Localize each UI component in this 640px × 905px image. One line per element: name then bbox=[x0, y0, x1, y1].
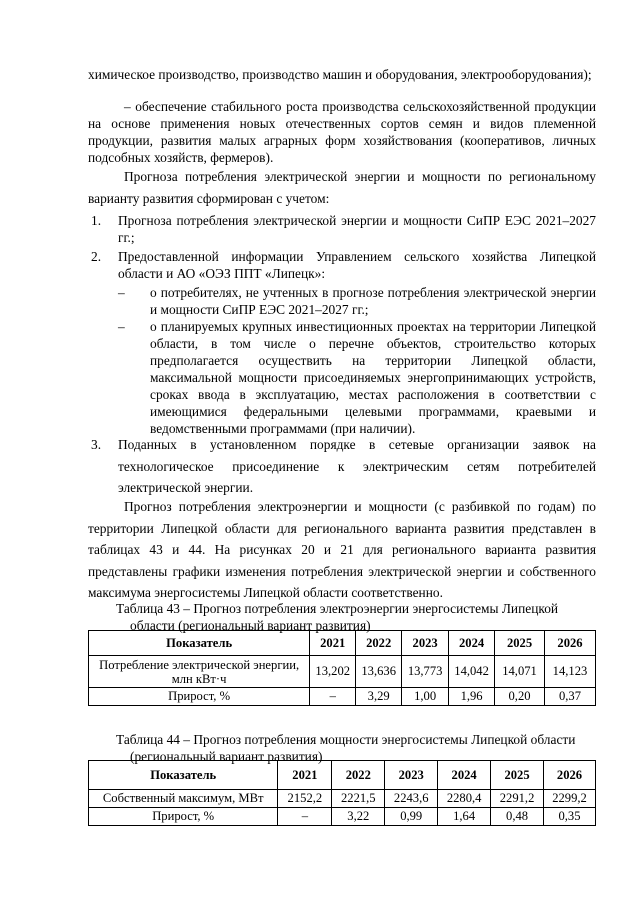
table-cell: 2152,2 bbox=[278, 790, 332, 808]
table43 bbox=[88, 630, 596, 706]
table44-caption-line1: Таблица 44 – Прогноз потребления мощности энергосистемы Липецкой области bbox=[116, 732, 576, 747]
table-cell: 1,96 bbox=[449, 688, 495, 706]
dash-marker: – bbox=[118, 319, 125, 334]
list-item-3 bbox=[91, 434, 596, 499]
dash-item-1 bbox=[118, 284, 596, 318]
paragraph-continuation: химическое производство, производство машин и оборудования, электрооборудования); bbox=[88, 67, 592, 82]
paragraph-forecast-basis: Прогноза потребления электрической энергии и мощности по региональному варианту развития сформирован с учетом: bbox=[88, 169, 596, 206]
list-item-2 bbox=[91, 248, 596, 282]
header-cell: 2026 bbox=[545, 631, 596, 656]
header-cell: 2024 bbox=[438, 761, 491, 790]
table-cell: 13,636 bbox=[356, 656, 402, 688]
table-row bbox=[89, 808, 596, 826]
paragraph-agriculture: – обеспечение стабильного роста производства сельскохозяйственной продукции на основе применения новых отечественных сортов семян и видов племенной продукции, развития малых аграрных форм хозяйствования (кооперативов, личных подсобных хозяйств, фермеров). bbox=[88, 99, 596, 165]
table-cell: 0,99 bbox=[385, 808, 438, 826]
row-label: Потребление электрической энергии, млн кВт·ч bbox=[89, 656, 310, 688]
header-cell: Показатель bbox=[89, 761, 278, 790]
dash-item-text: о планируемых крупных инвестиционных проектах на территории Липецкой области, в том числе о перечне объектов, строительство которых предполагается осуществить на территории Липецкой области, максимальной мощности присоединяемых энергопринимающих устройств, сроках ввода в эксплуатацию, местах расположения в соответствии с имеющимися федеральными целевыми программами, краевыми и ведомственными программами (при наличии). bbox=[150, 319, 596, 436]
table-cell: 2291,2 bbox=[491, 790, 544, 808]
table43-caption-line2: области (региональный вариант развития) bbox=[130, 618, 371, 633]
header-cell: 2026 bbox=[544, 761, 596, 790]
table-row bbox=[89, 790, 596, 808]
row-label: Прирост, % bbox=[89, 688, 310, 706]
table-cell: – bbox=[278, 808, 332, 826]
list-number: 1. bbox=[91, 213, 102, 228]
table43-caption bbox=[116, 600, 596, 634]
row-label: Прирост, % bbox=[89, 808, 278, 826]
list-number: 3. bbox=[91, 437, 102, 452]
header-cell: 2024 bbox=[449, 631, 495, 656]
header-cell: 2023 bbox=[402, 631, 449, 656]
table-cell: 2299,2 bbox=[544, 790, 596, 808]
table-cell: 2243,6 bbox=[385, 790, 438, 808]
header-cell: 2023 bbox=[385, 761, 438, 790]
header-cell: 2025 bbox=[491, 761, 544, 790]
dash-marker: – bbox=[118, 285, 125, 300]
table-row bbox=[89, 688, 596, 706]
table-header-row bbox=[89, 761, 596, 790]
table-cell: 1,00 bbox=[402, 688, 449, 706]
table-cell: 14,123 bbox=[545, 656, 596, 688]
table44 bbox=[88, 760, 596, 826]
table-cell: 0,20 bbox=[495, 688, 545, 706]
table-row bbox=[89, 656, 596, 688]
list-item-text: Поданных в установленном порядке в сетевые организации заявок на технологическое присоединение к электрическим сетям потребителей электрической энергии. bbox=[118, 437, 596, 495]
table-header-row bbox=[89, 631, 596, 656]
table44-caption-line2: (региональный вариант развития) bbox=[130, 749, 323, 764]
row-label: Собственный максимум, МВт bbox=[89, 790, 278, 808]
list-item-1 bbox=[91, 212, 596, 246]
list-item-text: Предоставленной информации Управлением сельского хозяйства Липецкой области и АО «ОЭЗ ППТ «Липецк»: bbox=[118, 249, 596, 281]
table-cell: 13,773 bbox=[402, 656, 449, 688]
header-cell: 2021 bbox=[310, 631, 356, 656]
table43-caption-line1: Таблица 43 – Прогноз потребления электроэнергии энергосистемы Липецкой bbox=[116, 601, 559, 616]
table-cell: – bbox=[310, 688, 356, 706]
dash-item-text: о потребителях, не учтенных в прогнозе потребления электрической энергии и мощности СиПР ЕЭС 2021–2027 гг.; bbox=[150, 285, 596, 317]
dash-item-2 bbox=[118, 318, 596, 437]
table-cell: 3,29 bbox=[356, 688, 402, 706]
table-cell: 0,37 bbox=[545, 688, 596, 706]
header-cell: Показатель bbox=[89, 631, 310, 656]
table-cell: 3,22 bbox=[332, 808, 385, 826]
header-cell: 2021 bbox=[278, 761, 332, 790]
list-number: 2. bbox=[91, 249, 102, 264]
table-cell: 1,64 bbox=[438, 808, 491, 826]
table-cell: 14,071 bbox=[495, 656, 545, 688]
paragraph-tables-reference: Прогноз потребления электроэнергии и мощности (с разбивкой по годам) по территории Липецкой области для регионального варианта развития представлен в таблицах 43 и 44. На рисунках 20 и 21 для регионального варианта развития представлены графики изменения потребления электрической энергии и собственного максимума энергосистемы Липецкой области соответственно. bbox=[88, 499, 596, 600]
table-cell: 0,48 bbox=[491, 808, 544, 826]
header-cell: 2022 bbox=[332, 761, 385, 790]
list-item-text: Прогноза потребления электрической энергии и мощности СиПР ЕЭС 2021–2027 гг.; bbox=[118, 213, 596, 245]
table-cell: 2221,5 bbox=[332, 790, 385, 808]
header-cell: 2025 bbox=[495, 631, 545, 656]
table-cell: 2280,4 bbox=[438, 790, 491, 808]
table-cell: 13,202 bbox=[310, 656, 356, 688]
table-cell: 0,35 bbox=[544, 808, 596, 826]
table-cell: 14,042 bbox=[449, 656, 495, 688]
header-cell: 2022 bbox=[356, 631, 402, 656]
